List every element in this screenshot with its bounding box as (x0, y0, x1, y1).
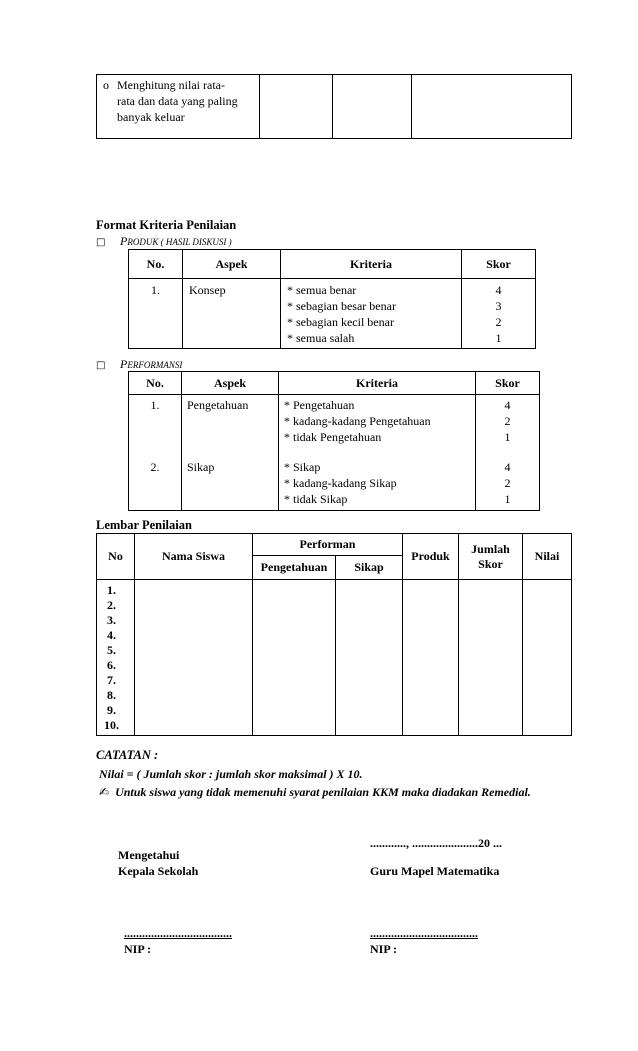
kriteria-line: * Pengetahuan (284, 398, 355, 412)
produk-header-no: No. (129, 250, 183, 279)
circle-bullet-icon: o (103, 78, 109, 92)
kriteria-line: * tidak Pengetahuan (284, 430, 382, 444)
performansi-table (128, 371, 540, 511)
row-number: 4. (107, 628, 116, 642)
produk-label-rest: RODUK ( HASIL DISKUSI ) (127, 237, 232, 247)
lembar-numbers-cell (97, 580, 135, 736)
kriteria-line: * kadang-kadang Pengetahuan (284, 414, 431, 428)
row-number: 3. (107, 613, 116, 627)
lembar-header-nilai: Nilai (523, 534, 572, 580)
writing-hand-icon: ✍ (99, 785, 110, 799)
produk-row-aspek: Konsep (183, 279, 281, 349)
perf-header-skor: Skor (476, 372, 540, 395)
row-number: 5. (107, 643, 116, 657)
perf-row-2 (129, 459, 540, 511)
performansi-label-first: P (120, 357, 128, 371)
lembar-header-produk: Produk (403, 534, 459, 580)
produk-row-skor (462, 279, 536, 349)
lembar-nilai-cell (523, 580, 572, 736)
kriteria-line: * tidak Sikap (284, 492, 348, 506)
lembar-header-sikap: Sikap (336, 556, 403, 580)
perf-row-no: 1. (129, 395, 182, 460)
produk-label-first: P (120, 234, 128, 248)
signature-mengetahui: Mengetahui (118, 848, 180, 862)
skor-value: 3 (495, 299, 502, 313)
top-line-3: banyak keluar (117, 110, 185, 124)
lembar-sikap-cell (336, 580, 403, 736)
catatan-note (99, 785, 531, 800)
catatan-title: CATATAN : (96, 748, 159, 762)
kriteria-line: * sebagian kecil benar (287, 315, 394, 329)
lembar-produk-cell (403, 580, 459, 736)
row-number: 7. (107, 673, 116, 687)
produk-header-kriteria: Kriteria (281, 250, 462, 279)
perf-row-aspek: Pengetahuan (182, 395, 279, 460)
square-bullet-icon: □ (96, 360, 106, 371)
produk-header-aspek: Aspek (183, 250, 281, 279)
signature-date: ............, ......................20 ... (370, 836, 502, 850)
lembar-title: Lembar Penilaian (96, 518, 192, 532)
perf-row-skor (476, 459, 540, 511)
catatan-note-text: Untuk siswa yang tidak memenuhi syarat penilaian KKM maka diadakan Remedial. (115, 785, 531, 799)
produk-row-kriteria (281, 279, 462, 349)
skor-value: 1 (495, 331, 502, 345)
kriteria-line: * Sikap (284, 460, 321, 474)
top-empty-cell-3 (412, 75, 572, 139)
row-number: 1. (107, 583, 116, 597)
perf-row-kriteria (279, 459, 476, 511)
lembar-nama-cell (135, 580, 253, 736)
perf-header-kriteria: Kriteria (279, 372, 476, 395)
signature-line-left: .................................... (124, 926, 232, 940)
square-bullet-icon: □ (96, 237, 106, 248)
jumlah-line-2: Skor (478, 556, 503, 571)
kriteria-line: * semua salah (287, 331, 355, 345)
produk-heading (96, 234, 232, 249)
produk-header-skor: Skor (462, 250, 536, 279)
signature-nip-left: NIP : (124, 942, 151, 956)
lembar-header-performan: Performan (253, 534, 403, 556)
skor-value: 2 (504, 414, 511, 428)
jumlah-line-1: Jumlah (471, 541, 510, 556)
performansi-heading (96, 357, 183, 372)
row-number: 10. (104, 718, 119, 732)
kriteria-line: * kadang-kadang Sikap (284, 476, 397, 490)
top-line-1: Menghitung nilai rata- (117, 78, 225, 92)
row-number: 9. (107, 703, 116, 717)
perf-header-aspek: Aspek (182, 372, 279, 395)
skor-value: 1 (504, 492, 511, 506)
perf-row-kriteria (279, 395, 476, 460)
perf-row-no: 2. (129, 459, 182, 511)
performansi-label (120, 357, 182, 372)
row-number: 6. (107, 658, 116, 672)
format-title: Format Kriteria Penilaian (96, 218, 237, 232)
lembar-pengetahuan-cell (253, 580, 336, 736)
skor-value: 4 (495, 283, 502, 297)
catatan-formula: Nilai = ( Jumlah skor : jumlah skor maksimal ) X 10. (99, 767, 363, 781)
skor-value: 4 (504, 398, 511, 412)
signature-kepala: Kepala Sekolah (118, 864, 199, 878)
lembar-body-row (97, 580, 572, 736)
produk-label (120, 234, 232, 249)
top-empty-cell-2 (333, 75, 412, 139)
top-criteria-cell (97, 75, 260, 139)
perf-header-no: No. (129, 372, 182, 395)
signature-line-right: .................................... (370, 926, 478, 940)
performansi-label-rest: ERFORMANSI (127, 360, 183, 370)
kriteria-line: * semua benar (287, 283, 357, 297)
perf-row-skor (476, 395, 540, 460)
perf-row-aspek: Sikap (182, 459, 279, 511)
top-continuation-table (96, 74, 572, 139)
produk-row (129, 279, 536, 349)
signature-nip-right: NIP : (370, 942, 397, 956)
signature-guru: Guru Mapel Matematika (370, 864, 500, 878)
top-line-2: rata dan data yang paling (117, 94, 238, 108)
skor-value: 2 (495, 315, 502, 329)
lembar-header-pengetahuan: Pengetahuan (253, 556, 336, 580)
lembar-header-nama: Nama Siswa (135, 534, 253, 580)
skor-value: 2 (504, 476, 511, 490)
skor-value: 1 (504, 430, 511, 444)
skor-value: 4 (504, 460, 511, 474)
lembar-table (96, 533, 572, 736)
kriteria-line: * sebagian besar benar (287, 299, 396, 313)
perf-row-1 (129, 395, 540, 460)
produk-table (128, 249, 536, 349)
lembar-jumlah-cell (459, 580, 523, 736)
row-number: 2. (107, 598, 116, 612)
lembar-header-no: No (97, 534, 135, 580)
lembar-header-jumlah (459, 534, 523, 580)
row-number: 8. (107, 688, 116, 702)
top-empty-cell-1 (260, 75, 333, 139)
produk-row-no: 1. (129, 279, 183, 349)
